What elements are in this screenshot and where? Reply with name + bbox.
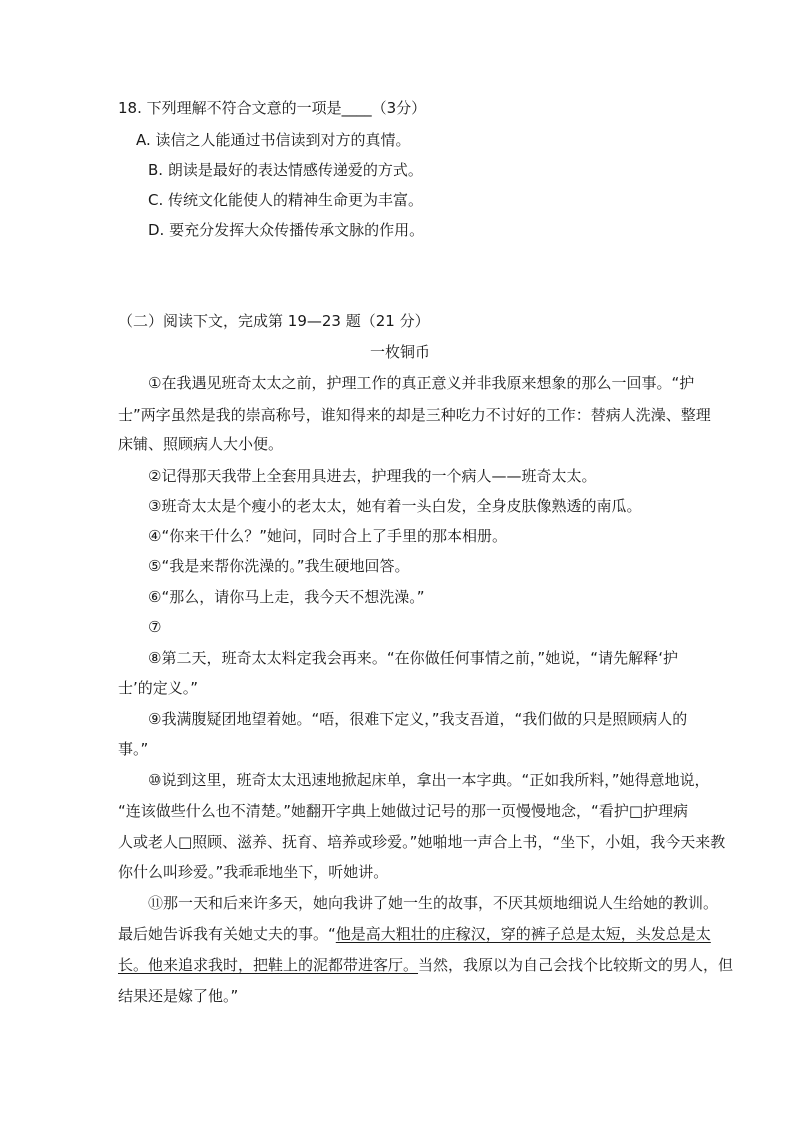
option-a: A. 读信之人能通过书信读到对方的真情。 (136, 131, 411, 149)
paragraph-10-line-3: 人或老人□照顾、滋养、抚育、培养或珍爱。”她啪地一声合上书，“坐下，小姐，我今天来教 (118, 833, 726, 851)
paragraph-9-line-1: ⑨我满腹疑团地望着她。“唔，很难下定义，”我支吾道，“我们做的只是照顾病人的 (148, 710, 688, 728)
paragraph-8-line-2: 士’的定义。” (118, 679, 199, 697)
paragraph-1-line-1: ①在我遇见班奇太太之前，护理工作的真正意义并非我原来想象的那么一回事。“护 (148, 374, 695, 392)
paragraph-11-line-1: ⑪那一天和后来许多天，她向我讲了她一生的故事，不厌其烦地细说人生给她的教训。 (148, 894, 719, 912)
paragraph-11-line-2 (118, 924, 711, 944)
underlined-sentence-part-2: 长。他来追求我时，把鞋上的泥都带进客厅。 (118, 956, 419, 974)
paragraph-6: ⑥“那么，请你马上走，我今天不想洗澡。” (148, 588, 425, 606)
underlined-sentence-part-1: 他是高大粗壮的庄稼汉，穿的裤子总是太短，头发总是太 (335, 925, 711, 943)
paragraph-10-line-1: ⑩说到这里，班奇太太迅速地掀起床单，拿出一本字典。“正如我所料，”她得意地说， (148, 771, 710, 789)
passage-title: 一枚铜币 (369, 343, 430, 361)
paragraph-7: ⑦ (148, 618, 162, 636)
paragraph-10-line-2: “连该做些什么也不清楚。”她翻开字典上她做过记号的那一页慢慢地念，“看护□护理病 (118, 802, 688, 820)
paragraph-11-line-3-text: 当然，我原以为自己会找个比较斯文的男人，但 (418, 956, 734, 974)
paragraph-11-line-4: 结果还是嫁了他。” (118, 987, 239, 1005)
paragraph-11-line-3 (118, 955, 734, 975)
paragraph-1-line-3: 床铺、照顾病人大小便。 (118, 435, 284, 453)
paragraph-8-line-1: ⑧第二天，班奇太太料定我会再来。“在你做任何事情之前，”她说，“请先解释‘护 (148, 649, 678, 667)
paragraph-5: ⑤“我是来帮你洗澡的。”我生硬地回答。 (148, 557, 410, 575)
option-b: B. 朗读是最好的表达情感传递爱的方式。 (148, 161, 423, 179)
paragraph-11-line-2-text: 最后她告诉我有关她丈夫的事。“ (118, 925, 336, 943)
paragraph-1-line-2: 士”两字虽然是我的崇高称号，谁知得来的却是三种吃力不讨好的工作：替病人洗澡、整理 (118, 406, 711, 424)
paragraph-2: ②记得那天我带上全套用具进去，护理我的一个病人——班奇太太。 (148, 467, 597, 485)
paragraph-9-line-2: 事。” (118, 740, 149, 758)
paragraph-4: ④“你来干什么？”她问，同时合上了手里的那本相册。 (148, 527, 507, 545)
option-d: D. 要充分发挥大众传播传承文脉的作用。 (148, 221, 425, 239)
paragraph-10-line-4: 你什么叫珍爱。”我乖乖地坐下，听她讲。 (118, 863, 389, 881)
paragraph-3: ③班奇太太是个瘦小的老太太，她有着一头白发，全身皮肤像熟透的南瓜。 (148, 497, 642, 515)
option-c: C. 传统文化能使人的精神生命更为丰富。 (148, 191, 424, 209)
section-heading: （二）阅读下文，完成第 19—23 题（21 分） (118, 312, 430, 330)
question-stem: 18. 下列理解不符合文意的一项是____（3分） (118, 99, 427, 117)
